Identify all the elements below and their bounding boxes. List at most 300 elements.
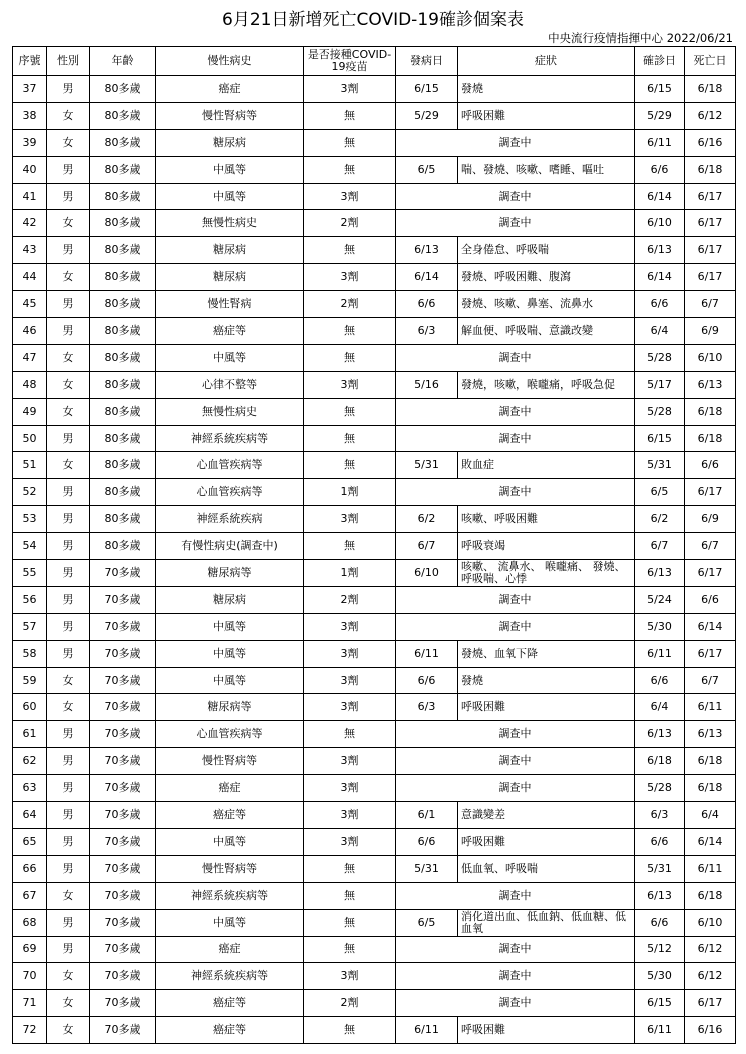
cell-sex: 女 xyxy=(47,452,90,479)
cell-vaccine: 3劑 xyxy=(304,694,396,721)
cell-death: 6/17 xyxy=(685,183,736,210)
cell-no: 69 xyxy=(13,936,47,963)
table-row xyxy=(13,909,736,936)
cell-confirmed: 6/14 xyxy=(635,264,685,291)
cell-confirmed: 6/11 xyxy=(635,129,685,156)
cell-age: 80多歲 xyxy=(90,264,156,291)
page-title: 6月21日新增死亡COVID-19確診個案表 xyxy=(222,10,524,30)
cell-no: 46 xyxy=(13,318,47,345)
table-row xyxy=(13,882,736,909)
cell-death: 6/18 xyxy=(685,156,736,183)
cell-death: 6/7 xyxy=(685,533,736,560)
cell-death: 6/17 xyxy=(685,640,736,667)
cell-sex: 男 xyxy=(47,479,90,506)
cell-onset: 5/31 xyxy=(396,452,458,479)
cell-age: 70多歲 xyxy=(90,936,156,963)
cell-vaccine: 3劑 xyxy=(304,640,396,667)
cell-age: 80多歲 xyxy=(90,76,156,103)
cell-vaccine: 無 xyxy=(304,909,396,936)
cell-confirmed: 6/4 xyxy=(635,318,685,345)
cell-no: 54 xyxy=(13,533,47,560)
cell-symptoms: 發燒 xyxy=(458,76,635,103)
cell-age: 80多歲 xyxy=(90,533,156,560)
cell-vaccine: 3劑 xyxy=(304,264,396,291)
cell-no: 40 xyxy=(13,156,47,183)
table-row xyxy=(13,533,736,560)
cell-history: 心血管疾病等 xyxy=(156,721,304,748)
cell-sex: 女 xyxy=(47,210,90,237)
cell-vaccine: 無 xyxy=(304,318,396,345)
cell-vaccine: 3劑 xyxy=(304,371,396,398)
cell-vaccine: 3劑 xyxy=(304,748,396,775)
cell-vaccine: 無 xyxy=(304,237,396,264)
cell-death: 6/14 xyxy=(685,613,736,640)
cell-death: 6/18 xyxy=(685,398,736,425)
header-row xyxy=(13,47,736,76)
cell-sex: 男 xyxy=(47,748,90,775)
cell-sex: 男 xyxy=(47,291,90,318)
cell-confirmed: 5/30 xyxy=(635,963,685,990)
cell-onset-symptoms: 調查中 xyxy=(396,398,635,425)
table-row xyxy=(13,318,736,345)
cell-confirmed: 6/14 xyxy=(635,183,685,210)
cell-vaccine: 2劑 xyxy=(304,586,396,613)
cell-age: 80多歲 xyxy=(90,156,156,183)
cell-no: 51 xyxy=(13,452,47,479)
cell-sex: 女 xyxy=(47,398,90,425)
cell-death: 6/12 xyxy=(685,963,736,990)
cell-sex: 女 xyxy=(47,129,90,156)
cell-onset-symptoms: 調查中 xyxy=(396,425,635,452)
cell-age: 80多歲 xyxy=(90,425,156,452)
cell-no: 44 xyxy=(13,264,47,291)
cell-death: 6/4 xyxy=(685,802,736,829)
cell-vaccine: 3劑 xyxy=(304,963,396,990)
table-row xyxy=(13,344,736,371)
cell-history: 癌症 xyxy=(156,936,304,963)
cell-no: 55 xyxy=(13,560,47,587)
cell-sex: 女 xyxy=(47,667,90,694)
cell-age: 70多歲 xyxy=(90,855,156,882)
cell-no: 67 xyxy=(13,882,47,909)
cell-symptoms: 發燒、咳嗽、鼻塞、流鼻水 xyxy=(458,291,635,318)
cell-sex: 男 xyxy=(47,936,90,963)
table-row xyxy=(13,694,736,721)
cell-onset: 5/16 xyxy=(396,371,458,398)
cell-vaccine: 3劑 xyxy=(304,613,396,640)
cell-age: 70多歲 xyxy=(90,640,156,667)
cell-onset: 5/31 xyxy=(396,855,458,882)
cell-history: 中風等 xyxy=(156,640,304,667)
cell-death: 6/10 xyxy=(685,344,736,371)
cell-history: 癌症等 xyxy=(156,990,304,1017)
cell-no: 58 xyxy=(13,640,47,667)
table-body xyxy=(13,76,736,1044)
cell-death: 6/14 xyxy=(685,828,736,855)
cell-symptoms: 咳嗽、 流鼻水、 喉嚨痛、 發燒、 呼吸喘、心悸 xyxy=(458,560,635,587)
cell-vaccine: 3劑 xyxy=(304,506,396,533)
cell-onset-symptoms: 調查中 xyxy=(396,775,635,802)
cell-age: 70多歲 xyxy=(90,990,156,1017)
cell-history: 慢性腎病 xyxy=(156,291,304,318)
cell-onset: 5/29 xyxy=(396,102,458,129)
cell-symptoms: 發燒、呼吸困難、腹瀉 xyxy=(458,264,635,291)
cell-age: 80多歲 xyxy=(90,291,156,318)
cell-onset: 6/1 xyxy=(396,802,458,829)
cell-no: 72 xyxy=(13,1017,47,1044)
cell-sex: 女 xyxy=(47,694,90,721)
cell-vaccine: 2劑 xyxy=(304,210,396,237)
cell-age: 70多歲 xyxy=(90,560,156,587)
cell-confirmed: 6/6 xyxy=(635,828,685,855)
cell-no: 53 xyxy=(13,506,47,533)
cell-sex: 男 xyxy=(47,183,90,210)
cell-no: 56 xyxy=(13,586,47,613)
cell-onset-symptoms: 調查中 xyxy=(396,586,635,613)
cell-vaccine: 無 xyxy=(304,1017,396,1044)
cell-vaccine: 3劑 xyxy=(304,667,396,694)
cell-history: 糖尿病 xyxy=(156,129,304,156)
header-death: 死亡日 xyxy=(685,47,736,76)
cell-age: 70多歲 xyxy=(90,586,156,613)
cell-death: 6/17 xyxy=(685,237,736,264)
cell-history: 慢性腎病等 xyxy=(156,102,304,129)
table-row xyxy=(13,640,736,667)
cell-vaccine: 無 xyxy=(304,344,396,371)
cell-age: 70多歲 xyxy=(90,721,156,748)
cell-confirmed: 6/4 xyxy=(635,694,685,721)
cell-onset-symptoms: 調查中 xyxy=(396,613,635,640)
cell-no: 63 xyxy=(13,775,47,802)
cell-death: 6/17 xyxy=(685,479,736,506)
cell-confirmed: 5/31 xyxy=(635,452,685,479)
cell-age: 80多歲 xyxy=(90,183,156,210)
cell-death: 6/17 xyxy=(685,560,736,587)
cell-onset: 6/14 xyxy=(396,264,458,291)
cell-death: 6/18 xyxy=(685,425,736,452)
cell-vaccine: 無 xyxy=(304,721,396,748)
cell-vaccine: 1劑 xyxy=(304,479,396,506)
cell-history: 有慢性病史(調查中) xyxy=(156,533,304,560)
cell-sex: 女 xyxy=(47,371,90,398)
cell-confirmed: 5/29 xyxy=(635,102,685,129)
cell-sex: 男 xyxy=(47,506,90,533)
cell-confirmed: 6/13 xyxy=(635,721,685,748)
cell-symptoms: 發燒，咳嗽，喉嚨痛，呼吸急促 xyxy=(458,371,635,398)
cell-history: 糖尿病 xyxy=(156,586,304,613)
cell-onset-symptoms: 調查中 xyxy=(396,748,635,775)
cell-sex: 女 xyxy=(47,963,90,990)
table-row xyxy=(13,936,736,963)
cell-confirmed: 5/28 xyxy=(635,344,685,371)
table-row xyxy=(13,425,736,452)
table-row xyxy=(13,1017,736,1044)
cell-no: 47 xyxy=(13,344,47,371)
cell-age: 80多歲 xyxy=(90,398,156,425)
cell-onset: 6/2 xyxy=(396,506,458,533)
cell-history: 慢性腎病等 xyxy=(156,748,304,775)
cell-no: 52 xyxy=(13,479,47,506)
cell-sex: 男 xyxy=(47,640,90,667)
cell-confirmed: 6/11 xyxy=(635,1017,685,1044)
cell-onset: 6/11 xyxy=(396,1017,458,1044)
cell-vaccine: 2劑 xyxy=(304,291,396,318)
table-row xyxy=(13,210,736,237)
table-row xyxy=(13,721,736,748)
cell-symptoms: 敗血症 xyxy=(458,452,635,479)
cell-history: 心血管疾病等 xyxy=(156,452,304,479)
cell-onset-symptoms: 調查中 xyxy=(396,210,635,237)
cell-sex: 男 xyxy=(47,425,90,452)
cell-age: 70多歲 xyxy=(90,667,156,694)
cell-no: 64 xyxy=(13,802,47,829)
cell-history: 無慢性病史 xyxy=(156,398,304,425)
cell-confirmed: 6/11 xyxy=(635,640,685,667)
cell-sex: 男 xyxy=(47,775,90,802)
cell-symptoms: 解血便、呼吸喘、意識改變 xyxy=(458,318,635,345)
cell-confirmed: 5/12 xyxy=(635,936,685,963)
table-row xyxy=(13,506,736,533)
cell-no: 68 xyxy=(13,909,47,936)
cell-history: 中風等 xyxy=(156,183,304,210)
cell-history: 糖尿病 xyxy=(156,264,304,291)
cell-death: 6/17 xyxy=(685,990,736,1017)
cell-sex: 男 xyxy=(47,828,90,855)
cell-death: 6/16 xyxy=(685,129,736,156)
cell-onset-symptoms: 調查中 xyxy=(396,963,635,990)
cell-vaccine: 3劑 xyxy=(304,775,396,802)
cell-vaccine: 無 xyxy=(304,425,396,452)
table-row xyxy=(13,264,736,291)
cell-onset: 6/6 xyxy=(396,667,458,694)
cell-onset-symptoms: 調查中 xyxy=(396,129,635,156)
cell-history: 中風等 xyxy=(156,909,304,936)
cell-history: 心血管疾病等 xyxy=(156,479,304,506)
cell-symptoms: 呼吸困難 xyxy=(458,694,635,721)
cell-death: 6/6 xyxy=(685,586,736,613)
cell-confirmed: 6/5 xyxy=(635,479,685,506)
cell-vaccine: 無 xyxy=(304,398,396,425)
cell-confirmed: 6/15 xyxy=(635,990,685,1017)
cell-confirmed: 6/7 xyxy=(635,533,685,560)
cell-vaccine: 無 xyxy=(304,102,396,129)
cell-vaccine: 無 xyxy=(304,855,396,882)
cell-sex: 男 xyxy=(47,76,90,103)
cell-vaccine: 無 xyxy=(304,452,396,479)
header-symptoms: 症狀 xyxy=(458,47,635,76)
cell-sex: 女 xyxy=(47,264,90,291)
table-row xyxy=(13,398,736,425)
cell-sex: 女 xyxy=(47,102,90,129)
cell-onset-symptoms: 調查中 xyxy=(396,479,635,506)
cell-age: 80多歲 xyxy=(90,210,156,237)
table-row xyxy=(13,237,736,264)
table-row xyxy=(13,76,736,103)
cell-age: 80多歲 xyxy=(90,129,156,156)
table-row xyxy=(13,828,736,855)
cell-no: 38 xyxy=(13,102,47,129)
cell-no: 62 xyxy=(13,748,47,775)
header-no: 序號 xyxy=(13,47,47,76)
cell-age: 80多歲 xyxy=(90,102,156,129)
cell-death: 6/17 xyxy=(685,210,736,237)
cell-symptoms: 意識變差 xyxy=(458,802,635,829)
cell-history: 心律不整等 xyxy=(156,371,304,398)
cell-age: 80多歲 xyxy=(90,506,156,533)
cell-sex: 男 xyxy=(47,560,90,587)
cell-onset: 6/11 xyxy=(396,640,458,667)
cell-no: 66 xyxy=(13,855,47,882)
cell-no: 49 xyxy=(13,398,47,425)
header-onset: 發病日 xyxy=(396,47,458,76)
cell-age: 80多歲 xyxy=(90,479,156,506)
cell-confirmed: 6/15 xyxy=(635,76,685,103)
cell-no: 41 xyxy=(13,183,47,210)
cell-no: 60 xyxy=(13,694,47,721)
cell-onset-symptoms: 調查中 xyxy=(396,882,635,909)
cell-death: 6/18 xyxy=(685,882,736,909)
cell-no: 50 xyxy=(13,425,47,452)
cell-sex: 男 xyxy=(47,721,90,748)
cell-history: 神經系統疾病等 xyxy=(156,882,304,909)
table-row xyxy=(13,560,736,587)
cell-confirmed: 5/28 xyxy=(635,775,685,802)
cell-sex: 男 xyxy=(47,613,90,640)
cell-sex: 男 xyxy=(47,855,90,882)
cell-death: 6/10 xyxy=(685,909,736,936)
table-row xyxy=(13,291,736,318)
header-confirmed: 確診日 xyxy=(635,47,685,76)
cell-history: 癌症等 xyxy=(156,318,304,345)
table-row xyxy=(13,479,736,506)
cell-age: 80多歲 xyxy=(90,371,156,398)
cell-vaccine: 無 xyxy=(304,533,396,560)
cell-death: 6/18 xyxy=(685,748,736,775)
cell-vaccine: 3劑 xyxy=(304,802,396,829)
cell-history: 無慢性病史 xyxy=(156,210,304,237)
source-and-date: 中央流行疫情指揮中心 2022/06/21 xyxy=(548,31,733,45)
cell-no: 48 xyxy=(13,371,47,398)
cell-death: 6/12 xyxy=(685,102,736,129)
cell-confirmed: 6/2 xyxy=(635,506,685,533)
cell-history: 神經系統疾病等 xyxy=(156,425,304,452)
cell-history: 神經系統疾病 xyxy=(156,506,304,533)
cell-death: 6/9 xyxy=(685,318,736,345)
table-row xyxy=(13,667,736,694)
cell-symptoms: 消化道出血、低血鈉、低血糖、低血氧 xyxy=(458,909,635,936)
cell-symptoms: 呼吸衰竭 xyxy=(458,533,635,560)
cell-symptoms: 呼吸困難 xyxy=(458,1017,635,1044)
cell-age: 70多歲 xyxy=(90,882,156,909)
cell-age: 70多歲 xyxy=(90,963,156,990)
cell-age: 70多歲 xyxy=(90,748,156,775)
cell-vaccine: 無 xyxy=(304,882,396,909)
cell-age: 80多歲 xyxy=(90,318,156,345)
cell-confirmed: 6/3 xyxy=(635,802,685,829)
cell-death: 6/6 xyxy=(685,452,736,479)
cell-sex: 男 xyxy=(47,237,90,264)
cell-vaccine: 無 xyxy=(304,156,396,183)
cell-onset-symptoms: 調查中 xyxy=(396,990,635,1017)
cell-confirmed: 5/17 xyxy=(635,371,685,398)
cell-onset-symptoms: 調查中 xyxy=(396,183,635,210)
cell-age: 70多歲 xyxy=(90,1017,156,1044)
cell-sex: 女 xyxy=(47,882,90,909)
cell-onset-symptoms: 調查中 xyxy=(396,936,635,963)
cell-confirmed: 5/31 xyxy=(635,855,685,882)
table-row xyxy=(13,371,736,398)
cell-age: 80多歲 xyxy=(90,237,156,264)
cell-vaccine: 1劑 xyxy=(304,560,396,587)
cell-history: 糖尿病等 xyxy=(156,560,304,587)
cell-confirmed: 5/24 xyxy=(635,586,685,613)
cell-history: 中風等 xyxy=(156,156,304,183)
table-row xyxy=(13,452,736,479)
cell-confirmed: 6/6 xyxy=(635,909,685,936)
cell-symptoms: 咳嗽、呼吸困難 xyxy=(458,506,635,533)
cell-no: 39 xyxy=(13,129,47,156)
cell-vaccine: 無 xyxy=(304,936,396,963)
header-vaccine: 是否接種COVID-19疫苗 xyxy=(304,47,396,76)
cell-onset: 6/13 xyxy=(396,237,458,264)
cell-confirmed: 6/13 xyxy=(635,882,685,909)
cell-no: 61 xyxy=(13,721,47,748)
cell-vaccine: 無 xyxy=(304,129,396,156)
cell-death: 6/9 xyxy=(685,506,736,533)
table-row xyxy=(13,990,736,1017)
cell-age: 70多歲 xyxy=(90,613,156,640)
cell-confirmed: 6/13 xyxy=(635,560,685,587)
header-sex: 性別 xyxy=(47,47,90,76)
cell-onset: 6/7 xyxy=(396,533,458,560)
cell-history: 癌症 xyxy=(156,775,304,802)
cell-death: 6/11 xyxy=(685,694,736,721)
cell-death: 6/18 xyxy=(685,76,736,103)
cell-onset: 6/6 xyxy=(396,291,458,318)
cell-onset: 6/5 xyxy=(396,156,458,183)
cell-symptoms: 全身倦怠、呼吸喘 xyxy=(458,237,635,264)
table-row xyxy=(13,775,736,802)
cell-history: 中風等 xyxy=(156,828,304,855)
cell-vaccine: 2劑 xyxy=(304,990,396,1017)
cell-death: 6/11 xyxy=(685,855,736,882)
cell-onset: 6/3 xyxy=(396,694,458,721)
cell-death: 6/12 xyxy=(685,936,736,963)
cell-death: 6/13 xyxy=(685,371,736,398)
cell-no: 37 xyxy=(13,76,47,103)
cell-no: 65 xyxy=(13,828,47,855)
cell-onset: 6/5 xyxy=(396,909,458,936)
cell-history: 癌症等 xyxy=(156,1017,304,1044)
cell-symptoms: 發燒、血氧下降 xyxy=(458,640,635,667)
cell-confirmed: 6/6 xyxy=(635,291,685,318)
cell-symptoms: 喘、發燒、咳嗽、嗜睡、嘔吐 xyxy=(458,156,635,183)
table-row xyxy=(13,586,736,613)
cell-age: 70多歲 xyxy=(90,828,156,855)
cell-sex: 男 xyxy=(47,909,90,936)
cell-onset: 6/6 xyxy=(396,828,458,855)
cell-death: 6/16 xyxy=(685,1017,736,1044)
cell-sex: 男 xyxy=(47,586,90,613)
cell-age: 70多歲 xyxy=(90,802,156,829)
cell-onset: 6/3 xyxy=(396,318,458,345)
table-row xyxy=(13,963,736,990)
cell-confirmed: 6/13 xyxy=(635,237,685,264)
cell-history: 糖尿病 xyxy=(156,237,304,264)
cell-sex: 男 xyxy=(47,318,90,345)
cell-no: 57 xyxy=(13,613,47,640)
cell-vaccine: 3劑 xyxy=(304,76,396,103)
